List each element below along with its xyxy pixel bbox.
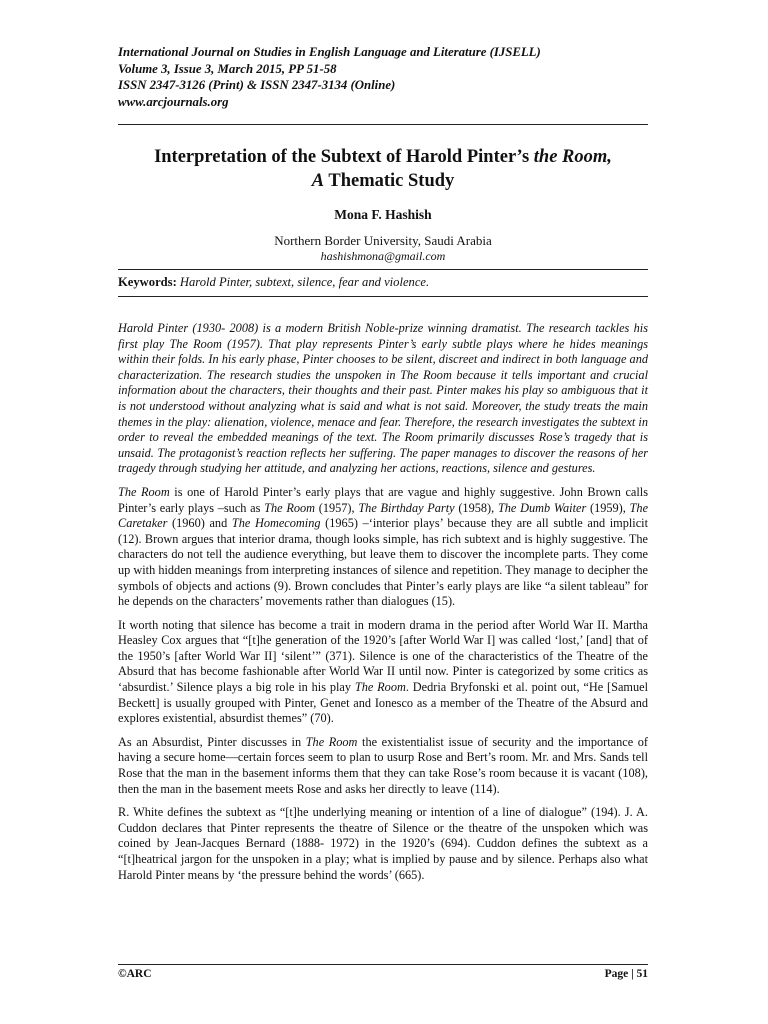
p3-t3: the existentialist issue of security and the importance of having a secure home—certain forces seem to plan to usurp Rose and Bert’s room. Mr. and Mrs. Sands tell Rose that the man in the basement informs them that they can take Rose’s room because it is vacant (108), then the man in the basement meets Rose and asks her directly to leave (114). <box>118 734 648 796</box>
journal-header <box>118 44 648 110</box>
title-part-2: Thematic Study <box>324 171 455 191</box>
keywords-divider <box>118 269 648 270</box>
p1-t2: is one of Harold Pinter’s early plays that are vague and highly suggestive. John Brown calls Pinter’s early plays –such as <box>118 484 648 515</box>
p1-t3: The Room <box>264 500 316 515</box>
p3-t2: The Room <box>305 734 358 749</box>
paragraph-1 <box>118 485 648 610</box>
p1-t10: (1960) and <box>167 516 232 531</box>
paper-body <box>118 485 648 883</box>
p1-t7: The Dumb Waiter <box>497 500 587 515</box>
p2-t1: It worth noting that silence has become a trait in modern drama in the period after World War II. Martha Heasley Cox argues that “[t]he generation of the 1920’s [after World War I] was called ‘lost,’ [and] that of the 1950’s [after World War II] ‘silent’” (371). Silence is one of the characteristics of the Theatre of the Absurd that has become fashionable after World War II until now. Pinter is categorized by some critics as ‘absurdist.’ Silence plays a big role in his play <box>118 617 648 695</box>
footer-publisher: ©ARC <box>118 968 152 980</box>
keywords-text: Harold Pinter, subtext, silence, fear and violence. <box>176 275 430 289</box>
p1-t11: The Homecoming <box>231 516 321 531</box>
abstract: Harold Pinter (1930- 2008) is a modern British Noble-prize winning dramatist. The research tackles his first play The Room (1957). That play represents Pinter’s early subtle plays where he hides meanings within their folds. In his early phase, Pinter chooses to be silent, discreet and indirect in both language and characterization. The research studies the unspoken in The Room because it tells important and crucial information about the characters, their thoughts and their past. Pinter makes his play so ambiguous that it is not understood without analyzing what is said and what is not said. Moreover, the study treats the main themes in the play: alienation, violence, menace and fear. Therefore, the research investigates the subtext in order to reveal the embedded meanings of the text. The Room primarily discusses Rose’s tragedy that is unsaid. The protagonist’s reaction reflects her suffering. The paper manages to discover the reasons of her tragedy through studying her attitude, and analyzing her actions, reactions, silence and gestures. <box>118 321 648 476</box>
p1-t1: The Room <box>118 484 170 499</box>
p2-t3: . Dedria Bryfonski et al. point out, “He [Samuel Beckett] is usually grouped with Pinter, Genet and Ionesco as a member of the Theatre of the Absurd and explores existential, absurdist themes” (70). <box>118 680 648 726</box>
journal-issn: ISSN 2347-3126 (Print) & ISSN 2347-3134 (Online) <box>118 78 396 92</box>
keywords <box>118 275 648 290</box>
paragraph-3 <box>118 735 648 797</box>
p1-t6: (1958), <box>454 500 498 515</box>
paragraph-4: R. White defines the subtext as “[t]he underlying meaning or intention of a line of dialogue” (194). J. A. Cuddon declares that Pinter represents the theatre of Silence or the theatre of the unspoken which was coined by Jean-Jacques Bernard (1888- 1972) in the 1920’s (694). Cuddon defines the subtext as a “[t]heatrical jargon for the unspoken in a play; what is implied by pause and by silence. Perhaps also what Harold Pinter means by ‘the pressure behind the words’ (665). <box>118 805 648 882</box>
journal-volume: Volume 3, Issue 3, March 2015, PP 51-58 <box>118 61 337 76</box>
paper-page <box>118 44 648 883</box>
p3-t1: As an Absurdist, Pinter discusses in <box>118 734 306 749</box>
header-divider <box>118 124 648 125</box>
author-name: Mona F. Hashish <box>334 207 432 222</box>
journal-name: International Journal on Studies in English Language and Literature (IJSELL) <box>118 45 541 59</box>
title-italic-1: the Room, <box>533 147 612 167</box>
p1-t8: (1959), <box>586 500 630 515</box>
author-affiliation: Northern Border University, Saudi Arabia <box>274 233 492 248</box>
keywords-bottom-divider <box>118 296 648 297</box>
p2-t2: The Room <box>354 680 406 695</box>
p1-t5: The Birthday Party <box>358 500 455 515</box>
keywords-label: Keywords: <box>118 275 177 289</box>
p1-t4: (1957), <box>315 500 359 515</box>
title-italic-2: A <box>311 171 325 191</box>
journal-url: www.arcjournals.org <box>118 94 229 109</box>
paragraph-2 <box>118 618 648 727</box>
title-part-1: Interpretation of the Subtext of Harold Pinter’s <box>154 147 534 167</box>
footer-page-number: Page | 51 <box>604 968 648 980</box>
author-email: hashishmona@gmail.com <box>320 249 446 263</box>
paper-title <box>118 145 648 193</box>
footer-divider <box>118 964 648 965</box>
p1-t12: (1965) –‘interior plays’ because they are all subtle and implicit (12). Brown argues that interior drama, though looks simple, has rich subtext and is highly suggestive. The characters do not tell the audience everything, but leave them to discover the incomplete parts. They come up with hidden meanings from interpreting instances of silence and repetition. They manage to decipher the symbols of objects and actions (9). Brown concludes that Pinter’s early plays are like “a silent tableau” for he depends on the characters’ movements rather than dialogues (15). <box>118 516 649 609</box>
p1-t9: The Caretaker <box>118 500 649 531</box>
